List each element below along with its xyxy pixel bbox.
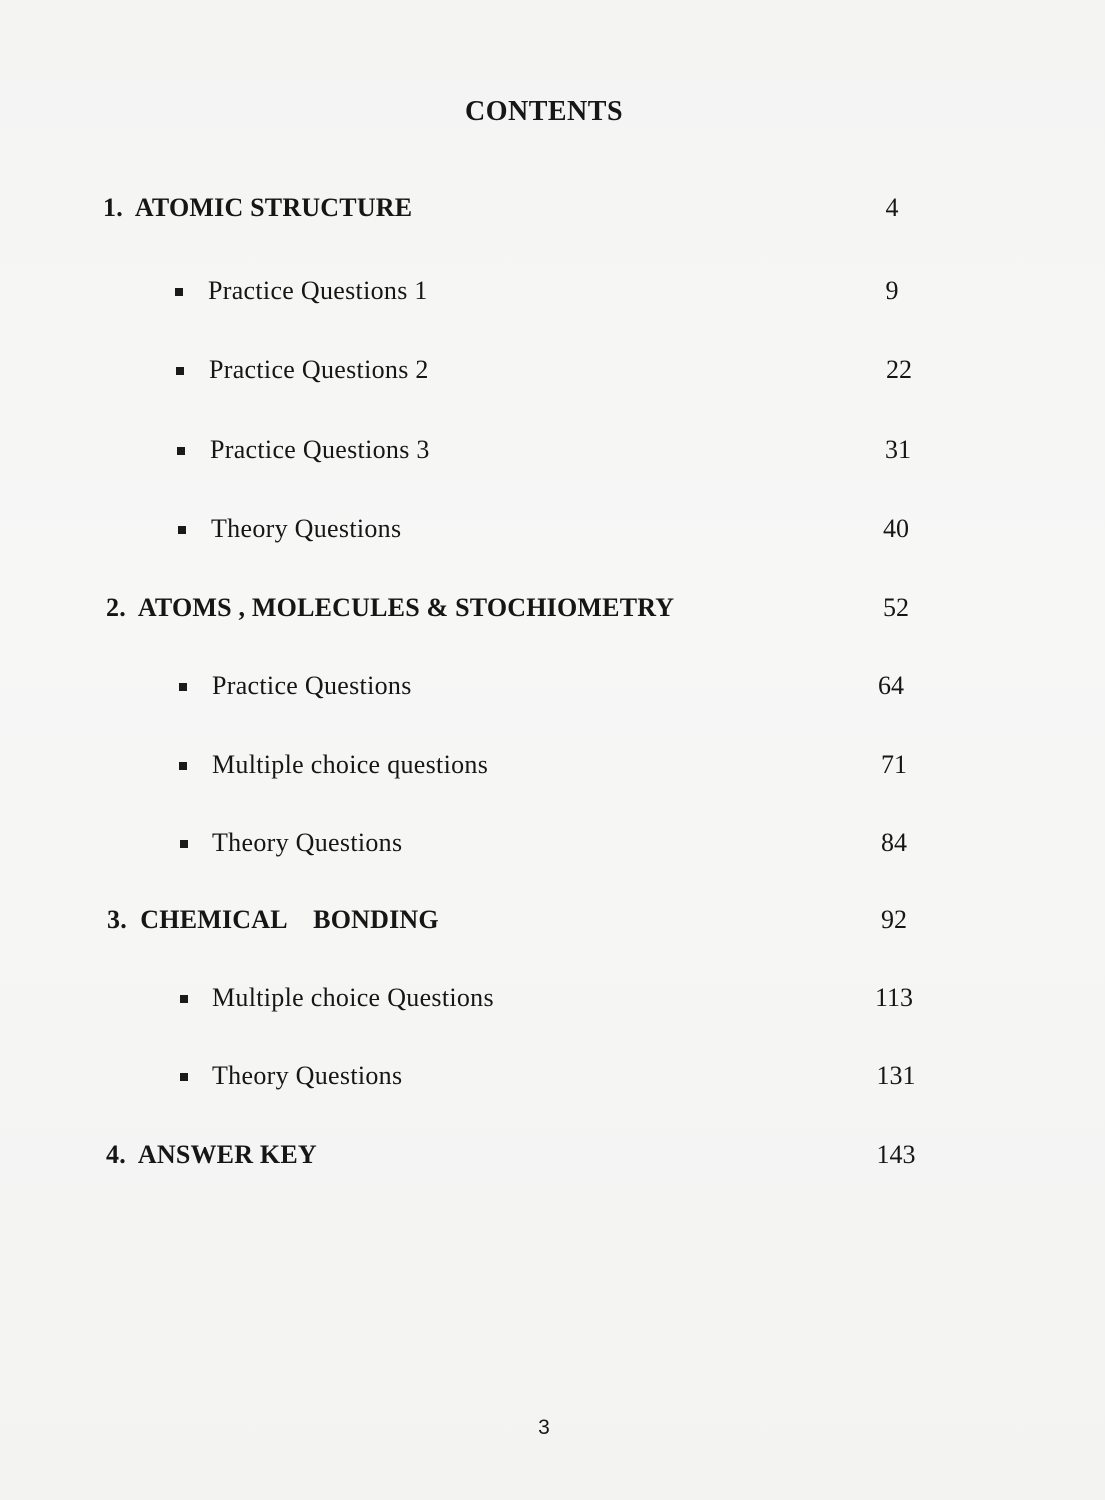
square-bullet-icon xyxy=(176,367,184,375)
toc-page-number: 131 xyxy=(876,1061,916,1090)
toc-page-number: 143 xyxy=(876,1140,916,1169)
square-bullet-icon xyxy=(175,288,183,296)
toc-chapter-label: 3. CHEMICAL BONDING xyxy=(107,905,439,934)
toc-sub-entry xyxy=(0,355,1105,395)
toc-page-number: 64 xyxy=(878,671,904,700)
toc-sub-entry xyxy=(0,514,1105,554)
toc-sub-label: Multiple choice Questions xyxy=(212,983,494,1012)
toc-sub-entry xyxy=(0,828,1105,868)
toc-sub-label: Practice Questions 3 xyxy=(210,435,430,464)
toc-page-number: 40 xyxy=(883,514,909,543)
square-bullet-icon xyxy=(178,526,186,534)
toc-page-number: 92 xyxy=(881,905,907,934)
toc-page-number: 22 xyxy=(886,355,912,384)
toc-sub-entry xyxy=(0,983,1105,1023)
toc-page-number: 4 xyxy=(885,193,899,222)
toc-chapter-label: 2. ATOMS , MOLECULES & STOCHIOMETRY xyxy=(106,593,675,622)
page-number-footer: 3 xyxy=(538,1416,550,1439)
toc-sub-label: Multiple choice questions xyxy=(212,750,489,779)
toc-chapter-label: 4. ANSWER KEY xyxy=(106,1140,317,1169)
toc-chapter-entry xyxy=(0,193,1105,233)
square-bullet-icon xyxy=(179,762,187,770)
toc-sub-label: Theory Questions xyxy=(212,828,403,857)
toc-sub-entry xyxy=(0,276,1105,316)
toc-sub-entry xyxy=(0,1061,1105,1101)
toc-chapter-label: 1. ATOMIC STRUCTURE xyxy=(103,193,413,222)
toc-sub-entry xyxy=(0,671,1105,711)
toc-page-number: 113 xyxy=(874,983,914,1012)
toc-sub-label: Practice Questions 1 xyxy=(208,276,428,305)
toc-chapter-entry xyxy=(0,593,1105,633)
toc-chapter-entry xyxy=(0,905,1105,945)
square-bullet-icon xyxy=(177,447,185,455)
toc-sub-label: Theory Questions xyxy=(211,514,402,543)
toc-chapter-entry xyxy=(0,1140,1105,1180)
toc-sub-label: Practice Questions xyxy=(212,671,412,700)
square-bullet-icon xyxy=(180,1073,188,1081)
square-bullet-icon xyxy=(180,995,188,1003)
toc-sub-entry xyxy=(0,435,1105,475)
toc-page-number: 31 xyxy=(885,435,911,464)
square-bullet-icon xyxy=(179,683,187,691)
contents-title: CONTENTS xyxy=(464,96,624,127)
toc-page-number: 84 xyxy=(881,828,907,857)
square-bullet-icon xyxy=(180,840,188,848)
toc-page-number: 71 xyxy=(881,750,907,779)
toc-page-number: 9 xyxy=(885,276,899,305)
toc-sub-label: Practice Questions 2 xyxy=(209,355,429,384)
toc-sub-entry xyxy=(0,750,1105,790)
toc-sub-label: Theory Questions xyxy=(212,1061,403,1090)
toc-page-number: 52 xyxy=(883,593,909,622)
